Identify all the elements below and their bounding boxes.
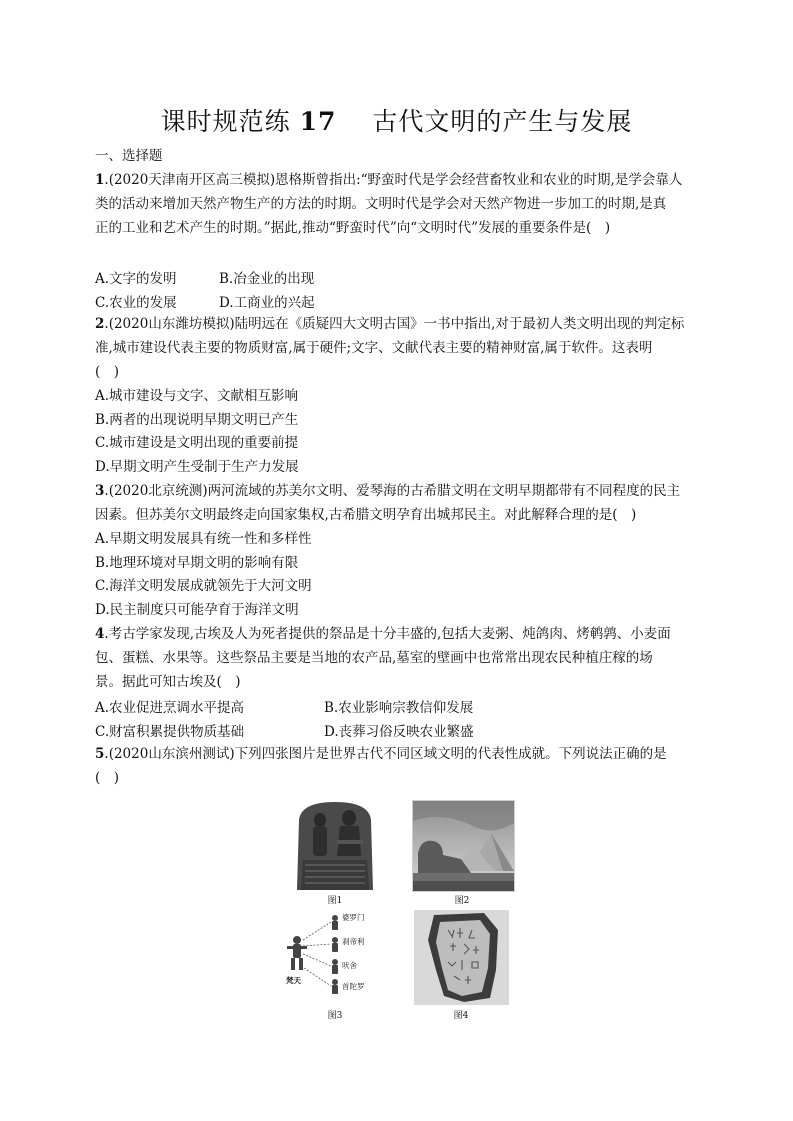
page-title: [0, 102, 793, 138]
q3-line-1: 3.(2020北京统测)两河流域的苏美尔文明、爱琴海的古希腊文明在文明早期都带有不同程度的民主: [95, 483, 681, 499]
q1-options-row-2: [95, 291, 315, 311]
q4-options-row-1: [95, 696, 473, 716]
q1-number: 1: [95, 172, 105, 188]
q1-option-b: B.冶金业的出现: [219, 271, 315, 287]
q2-option-a: A.城市建设与文字、文献相互影响: [95, 388, 299, 404]
q2-option-d: D.早期文明产生受制于生产力发展: [95, 459, 299, 475]
figure-3-caption: 图3: [327, 1011, 343, 1021]
q3-number: 3: [95, 483, 105, 499]
q3-option-b: B.地理环境对早期文明的影响有限: [95, 555, 299, 571]
q2-option-b: B.两者的出现说明早期文明已产生: [95, 412, 299, 428]
fig3-label-kshatriya: 刹帝利: [342, 937, 365, 946]
q3-option-d: D.民主制度只可能孕育于海洋文明: [95, 602, 299, 618]
q5-line-1: 5.(2020山东滨州测试)下列四张图片是世界古代不同区域文明的代表性成就。下列说法正确的是: [95, 746, 667, 762]
q4-line-3: 景。据此可知古埃及( ): [95, 674, 241, 690]
figure-1-caption: 图1: [327, 896, 343, 906]
q5-number: 5: [95, 746, 105, 762]
figure-4-caption: 图4: [453, 1011, 469, 1021]
q2-line-3: ( ): [95, 364, 120, 380]
fig3-label-vaishya: 吠舍: [342, 961, 357, 970]
q4-option-a: A.农业促进烹调水平提高: [95, 700, 245, 716]
title-number: 17: [299, 107, 337, 136]
q4-line-2: 包、蛋糕、水果等。这些祭品主要是当地的农产品,墓室的壁画中也常常出现农民种植庄稼的场: [95, 650, 653, 666]
figure-4-oracle-bone-image: [414, 910, 509, 1005]
figure-2-sphinx-image: [412, 800, 515, 892]
q1-line-2: 类的活动来增加天然产物生产的方法的时期。文明时代是学会对天然产物进一步加工的时期,是真: [95, 196, 667, 212]
q1-options-row-1: [95, 267, 314, 287]
figure-2-caption: 图2: [454, 896, 470, 906]
q4-number: 4: [95, 626, 105, 642]
q3-line-2: 因素。但苏美尔文明最终走向国家集权,古希腊文明孕育出城邦民主。对此解释合理的是( ): [95, 507, 637, 523]
q1-line-3: 正的工业和艺术产生的时期。”据此,推动“野蛮时代”向“文明时代”发展的重要条件是( ): [95, 220, 611, 236]
q4-option-c: C.财富积累提供物质基础: [95, 724, 245, 740]
q2-number: 2: [95, 316, 105, 332]
q1-option-c: C.农业的发展: [95, 295, 177, 311]
q3-option-c: C.海洋文明发展成就领先于大河文明: [95, 578, 312, 594]
q4-option-d: D.丧葬习俗反映农业繁盛: [324, 724, 474, 740]
title-topic: 古代文明的产生与发展: [372, 107, 633, 136]
fig3-label-brahma: 梵天: [286, 976, 301, 985]
fig3-label-shudra: 首陀罗: [342, 982, 365, 991]
q4-line-1: 4.考古学家发现,古埃及人为死者提供的祭品是十分丰盛的,包括大麦粥、炖鸽肉、烤鹌鹑、小麦面: [95, 626, 671, 642]
q4-option-b: B.农业影响宗教信仰发展: [324, 700, 474, 716]
q2-line-1: 2.(2020山东潍坊模拟)陆明远在《质疑四大文明古国》一书中指出,对于最初人类文明出现的判定标: [95, 316, 685, 332]
fig3-label-brahmin: 婆罗门: [342, 913, 365, 922]
title-prefix: 课时规范练: [160, 107, 291, 136]
q1-line-1: 1.(2020天津南开区高三模拟)恩格斯曾指出:“野蛮时代是学会经营畜牧业和农业的时期,是学会靠人: [95, 172, 683, 188]
q5-line-2: ( ): [95, 770, 120, 786]
section-heading: 一、选择题: [95, 148, 163, 164]
q3-option-a: A.早期文明发展具有统一性和多样性: [95, 531, 312, 547]
q4-options-row-2: [95, 720, 474, 740]
figure-1-stele-image: [285, 800, 385, 890]
q2-line-2: 准,城市建设代表主要的物质财富,属于硬件;文字、文献代表主要的精神财富,属于软件。这表明: [95, 340, 653, 356]
q1-option-a: A.文字的发明: [95, 271, 177, 287]
q2-option-c: C.城市建设是文明出现的重要前提: [95, 435, 299, 451]
figure-3-caste-diagram: [285, 910, 385, 1005]
q1-option-d: D.工商业的兴起: [219, 295, 315, 311]
